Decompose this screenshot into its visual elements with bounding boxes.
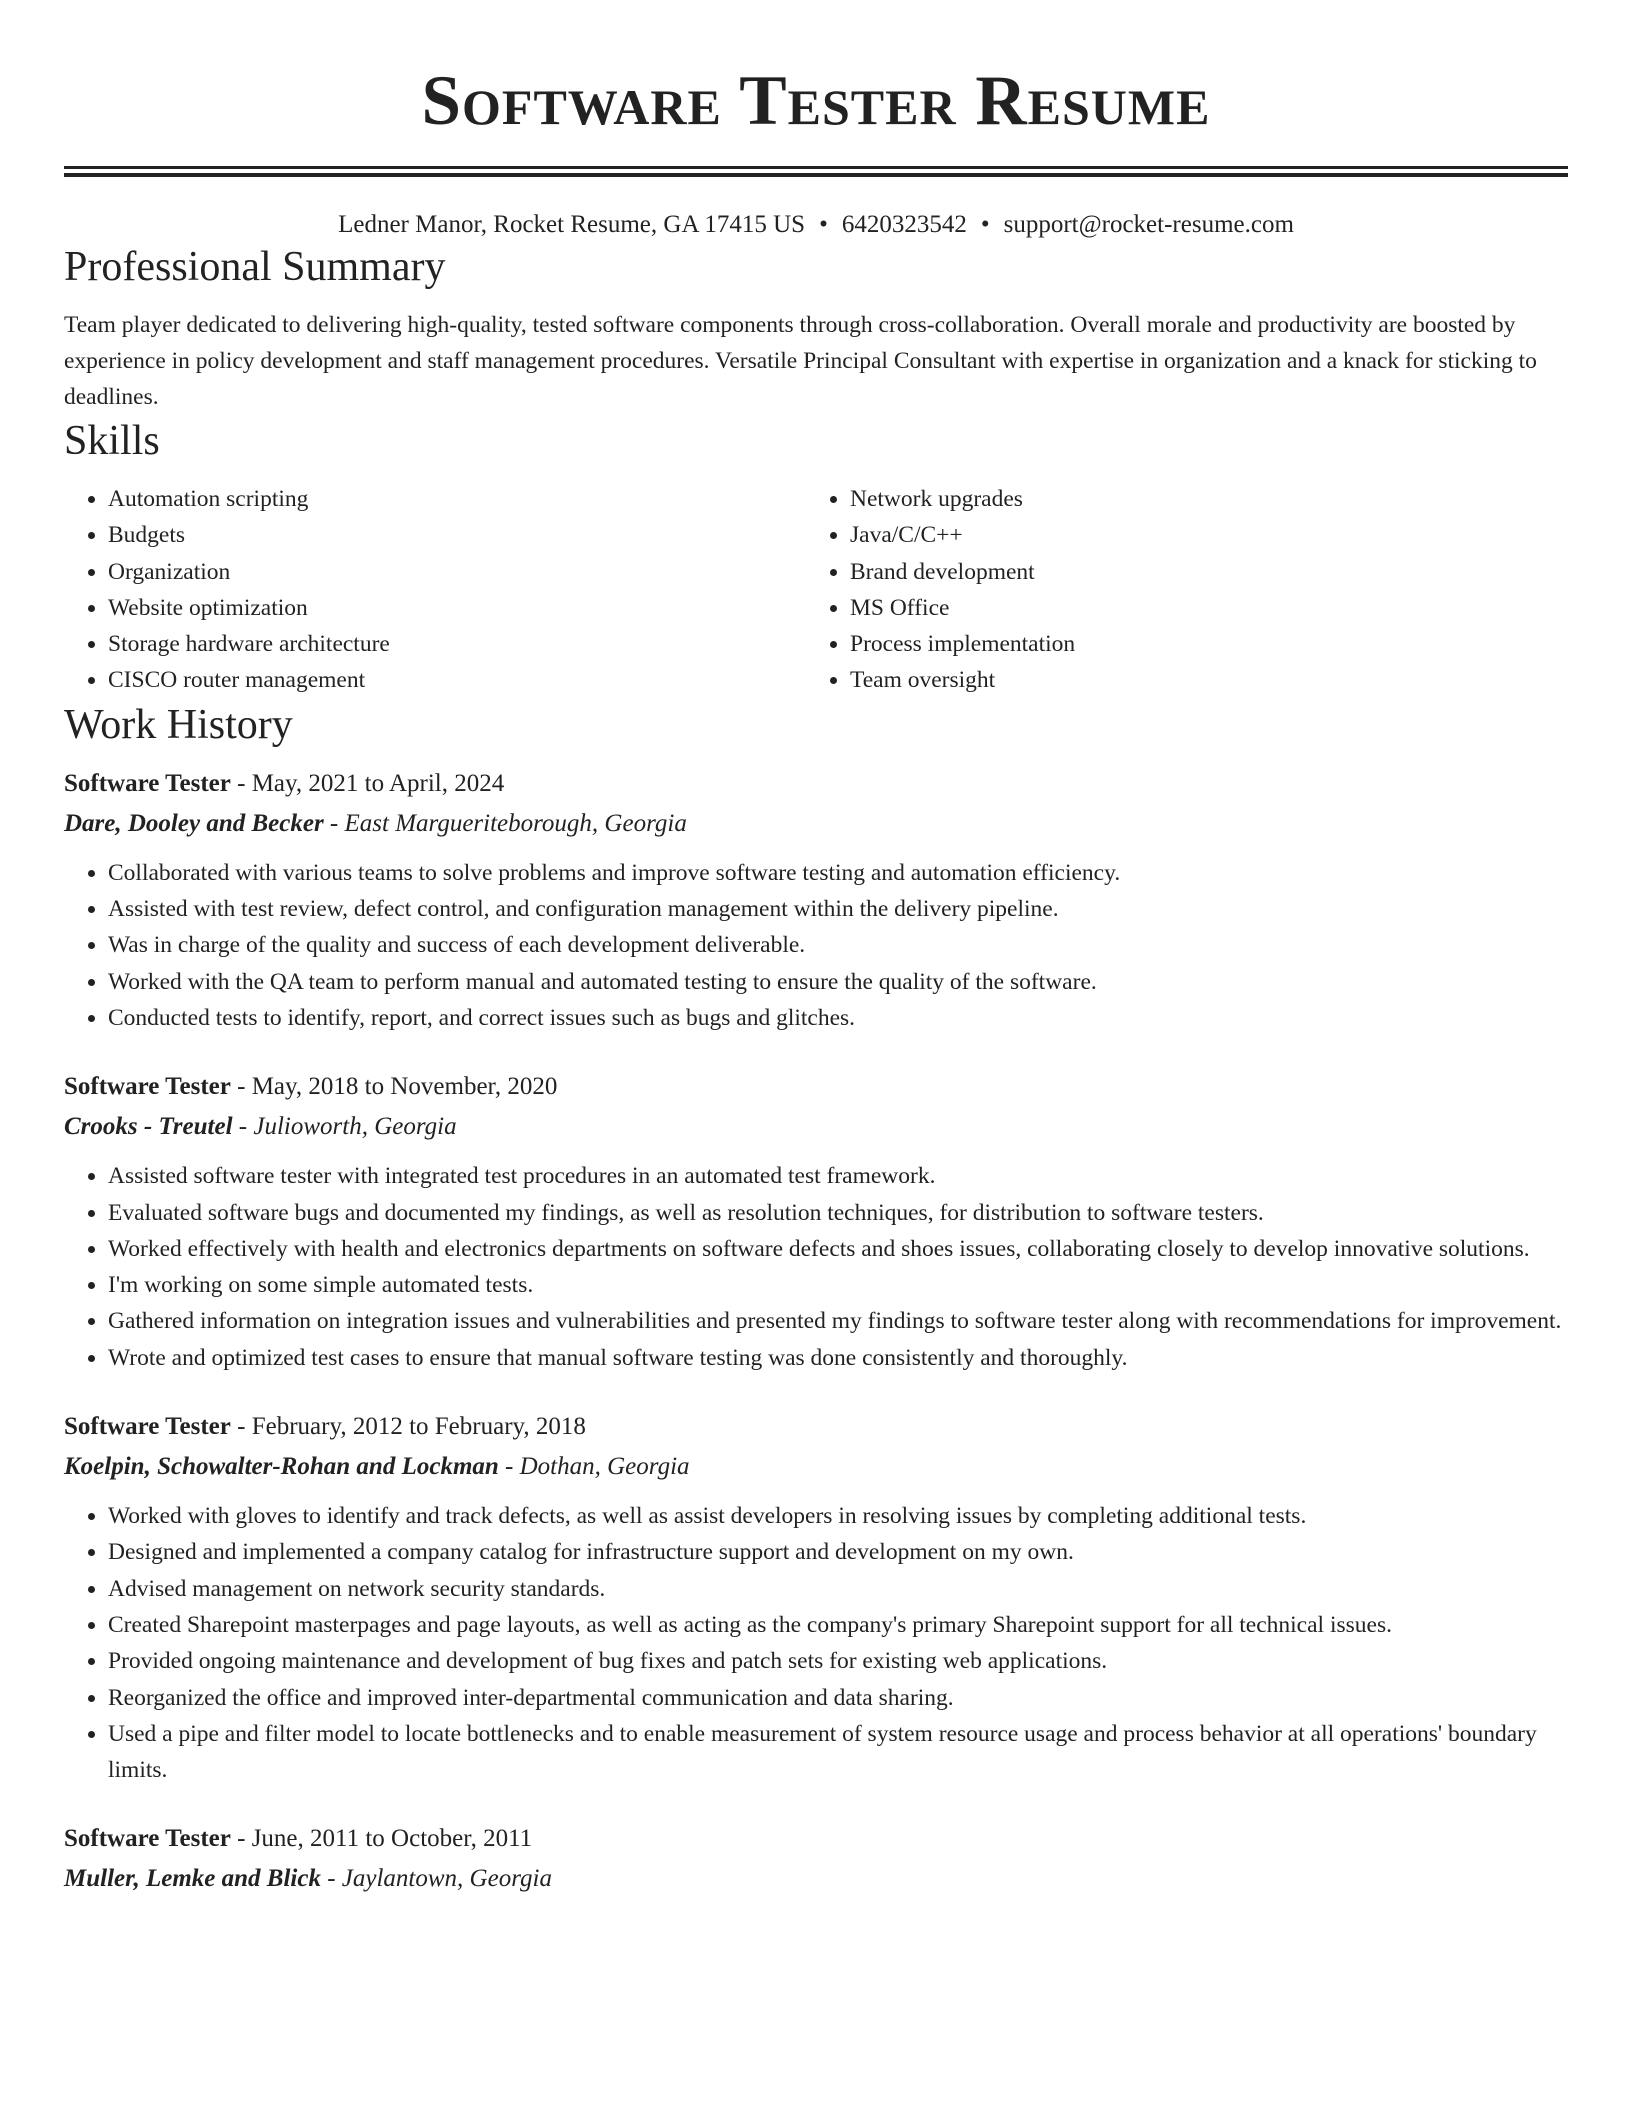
job-entry [64,765,1568,1036]
skill-item: • MS Office [850,590,1548,626]
job-company-line: Dare, Dooley and Becker - East Margueriteborough, Georgia [64,809,687,837]
skill-item: • Brand development [850,554,1548,590]
job-location: East Margueriteborough, Georgia [344,809,687,837]
job-duty: • Used a pipe and filter model to locate bottlenecks and to enable measurement of system resource usage and process behavior at all operations' boundary limits. [108,1716,1568,1789]
summary-heading: Professional Summary [64,244,446,290]
job-duty: • Designed and implemented a company catalog for infrastructure support and development on my own. [108,1534,1568,1570]
job-duty: • Evaluated software bugs and documented my findings, as well as resolution techniques, for distribution to software testers. [108,1195,1568,1231]
job-duty: • Was in charge of the quality and success of each development deliverable. [108,927,1568,963]
contact-address: Ledner Manor, Rocket Resume, GA 17415 US [338,211,806,238]
job-duty: • Gathered information on integration issues and vulnerabilities and presented my findings to software tester along with recommendations for improvement. [108,1303,1568,1339]
skill-item: • Storage hardware architecture [108,626,806,662]
job-company: Muller, Lemke and Blick [64,1865,321,1893]
job-duties [64,855,1568,1036]
job-duty: • Wrote and optimized test cases to ensure that manual software testing was done consistently and thoroughly. [108,1340,1568,1376]
title-double-rule [64,166,1568,177]
resume-title: Software Tester Resume [421,62,1211,140]
job-dates: June, 2011 to October, 2011 [251,1825,533,1853]
job-duty: • Advised management on network security standards. [108,1571,1568,1607]
job-duty: • Reorganized the office and improved inter-departmental communication and data sharing. [108,1680,1568,1716]
skill-item: • Network upgrades [850,481,1548,517]
job-duties [64,1158,1568,1376]
skill-item: • Website optimization [108,590,806,626]
skill-item: • Process implementation [850,626,1548,662]
job-title: Software Tester [64,1073,231,1101]
skill-item: • Team oversight [850,662,1548,698]
job-title-line: Software Tester - May, 2021 to April, 2024 [64,769,505,797]
job-company: Koelpin, Schowalter-Rohan and Lockman [64,1453,499,1481]
job-duty: • Assisted software tester with integrated test procedures in an automated test framework. [108,1158,1568,1194]
skills-list-left [64,481,806,699]
contact-line [64,209,1568,241]
job-title: Software Tester [64,769,231,797]
job-duty: • Worked effectively with health and electronics departments on software defects and shoes issues, collaborating closely to develop innovative solutions. [108,1231,1568,1267]
skills-columns [64,481,1568,699]
contact-separator: • [980,211,990,238]
job-duty: • Provided ongoing maintenance and development of bug fixes and patch sets for existing web applications. [108,1643,1568,1679]
skill-item: • Organization [108,554,806,590]
skill-item: • Budgets [108,517,806,553]
job-title-line: Software Tester - June, 2011 to October, 2011 [64,1825,533,1853]
job-company-line: Muller, Lemke and Blick - Jaylantown, Georgia [64,1865,552,1893]
job-location: Dothan, Georgia [519,1453,690,1481]
job-title-line: Software Tester - May, 2018 to November, 2020 [64,1073,558,1101]
contact-phone: 6420323542 [841,211,967,238]
skill-item: • Java/C/C++ [850,517,1548,553]
job-dates: May, 2018 to November, 2020 [251,1073,558,1101]
job-duty: • Worked with gloves to identify and track defects, as well as assist developers in resolving issues by completing additional tests. [108,1498,1568,1534]
job-company-line: Koelpin, Schowalter-Rohan and Lockman - Dothan, Georgia [64,1453,690,1481]
work-history-heading: Work History [64,701,293,748]
job-title: Software Tester [64,1825,231,1853]
job-entry [64,1068,1568,1376]
job-company: Crooks - Treutel [64,1113,233,1141]
job-duty: • Conducted tests to identify, report, and correct issues such as bugs and glitches. [108,1000,1568,1036]
job-duty: • I'm working on some simple automated tests. [108,1267,1568,1303]
job-location: Jaylantown, Georgia [341,1865,552,1893]
job-company-line: Crooks - Treutel - Julioworth, Georgia [64,1113,457,1141]
job-duty: • Assisted with test review, defect control, and configuration management within the delivery pipeline. [108,891,1568,927]
job-duties [64,1498,1568,1788]
job-dates: May, 2021 to April, 2024 [251,769,505,797]
job-entry [64,1408,1568,1788]
job-duty: • Collaborated with various teams to solve problems and improve software testing and automation efficiency. [108,855,1568,891]
skills-heading: Skills [64,418,160,464]
contact-separator: • [819,211,828,238]
job-duty: • Created Sharepoint masterpages and page layouts, as well as acting as the company's primary Sharepoint support for all technical issues. [108,1607,1568,1643]
skill-item: • Automation scripting [108,481,806,517]
contact-email: support@rocket-resume.com [1003,211,1294,238]
job-title-line: Software Tester - February, 2012 to February, 2018 [64,1413,586,1441]
job-duty: • Worked with the QA team to perform manual and automated testing to ensure the quality of the software. [108,964,1568,1000]
job-entry [64,1820,1568,1898]
skill-item: • CISCO router management [108,662,806,698]
job-location: Julioworth, Georgia [253,1113,457,1141]
skills-list-right [806,481,1548,699]
job-dates: February, 2012 to February, 2018 [251,1413,586,1441]
job-company: Dare, Dooley and Becker [64,809,324,837]
job-title: Software Tester [64,1413,231,1441]
summary-text: Team player dedicated to delivering high-quality, tested software components through cross-collaboration. Overall morale and productivity are boosted by experience in policy development and staff management procedures. Versatile Principal Consultant with expertise in organization and a knack for sticking to deadlines. [64,312,1537,410]
